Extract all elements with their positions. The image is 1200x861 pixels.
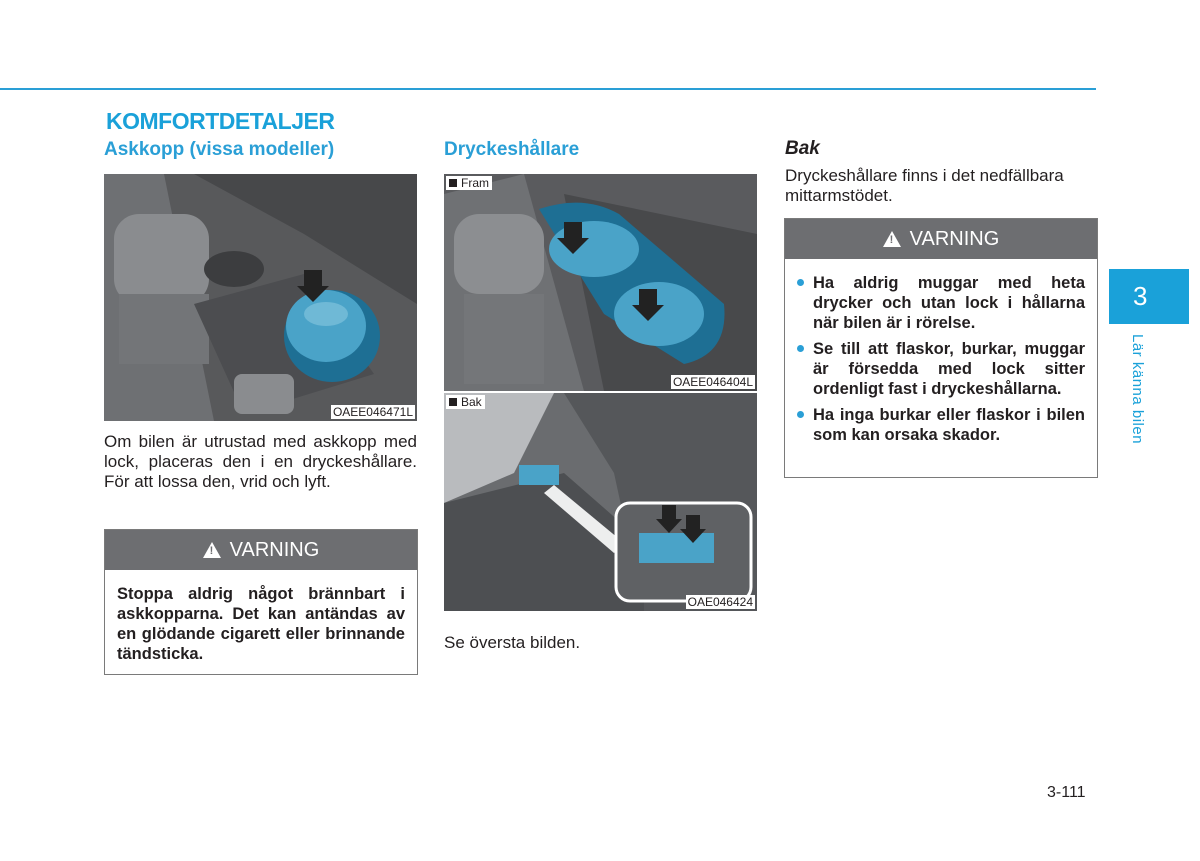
ashtray-body: Om bilen är utrustad med askkopp med lock, placeras den i en dryckeshållare. För att lossa den, vrid och lyft. bbox=[104, 432, 417, 491]
warning-header bbox=[785, 219, 1097, 259]
bullet-icon bbox=[797, 345, 804, 352]
rear-body: Dryckeshållare finns i det nedfällbara mittarmstödet. bbox=[785, 166, 1064, 205]
warning-title: VARNING bbox=[229, 538, 320, 561]
ashtray-heading: Askkopp (vissa modeller) bbox=[104, 139, 335, 160]
cupholder-front-photo bbox=[444, 174, 757, 391]
warning-triangle-icon: ! bbox=[203, 542, 221, 558]
warning-text: Stoppa aldrig något brännbart i askkopparna. Det kan antändas av en glödande cigarett eller brinnande tändsticka. bbox=[117, 585, 405, 663]
bullet-icon bbox=[797, 279, 804, 286]
photo-tag-rear: Bak bbox=[446, 395, 485, 409]
warning-item: Ha inga burkar eller flaskor i bilen som kan orsaka skador. bbox=[797, 405, 1085, 445]
image-code: OAE046424 bbox=[687, 595, 753, 609]
chapter-label: Lär känna bilen bbox=[1129, 334, 1146, 445]
bullet-icon bbox=[797, 411, 804, 418]
image-code: OAEE046471L bbox=[332, 405, 413, 419]
rear-heading: Bak bbox=[785, 138, 820, 159]
warning-header bbox=[105, 530, 417, 570]
warning-box-ashtray bbox=[104, 529, 418, 675]
photo-tag-front: Fram bbox=[446, 176, 492, 190]
cupholder-heading: Dryckeshållare bbox=[444, 139, 580, 160]
warning-triangle-icon: ! bbox=[883, 231, 901, 247]
warning-list-container bbox=[785, 259, 1097, 463]
chapter-tab: 3 bbox=[1109, 269, 1189, 324]
header-rule bbox=[0, 88, 1096, 90]
cupholder-rear-photo bbox=[444, 393, 757, 611]
page-number: 3-111 bbox=[1047, 784, 1086, 801]
ashtray-photo bbox=[104, 174, 417, 421]
warning-title: VARNING bbox=[909, 227, 1000, 250]
cupholder-body: Se översta bilden. bbox=[444, 633, 581, 652]
image-code: OAEE046404L bbox=[672, 375, 753, 389]
section-title: KOMFORTDETALJER bbox=[106, 108, 335, 134]
warning-item: Se till att flaskor, burkar, muggar är försedda med lock sitter ordenligt fast i dryckeshållarna. bbox=[797, 339, 1085, 399]
warning-item: Ha aldrig muggar med heta drycker och utan lock i hållarna när bilen är i rörelse. bbox=[797, 273, 1085, 333]
warning-box-cupholder bbox=[784, 218, 1098, 478]
